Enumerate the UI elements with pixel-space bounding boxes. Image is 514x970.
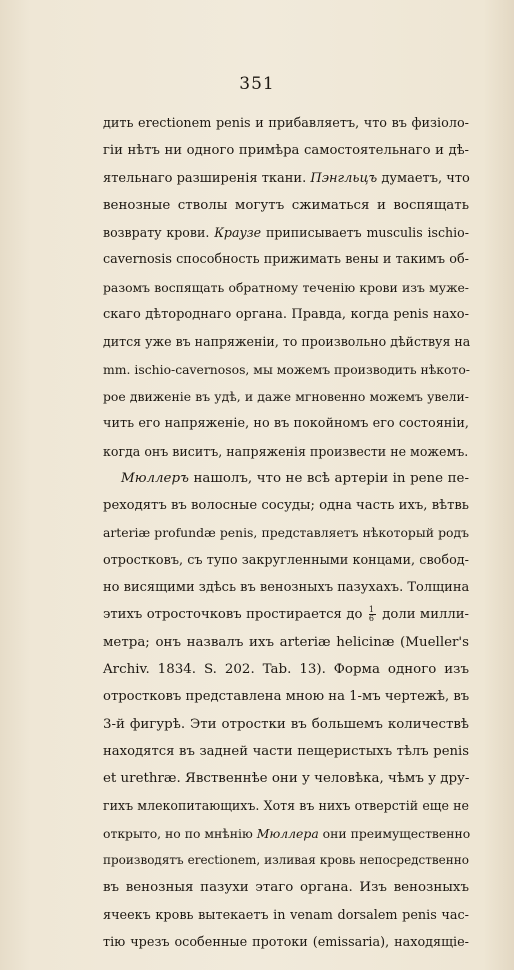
- italic-name: Мюллеръ: [121, 470, 189, 486]
- text-segment: cavernosis способность прижимать вены и такимъ об-: [103, 252, 469, 268]
- text-segment: ячеекъ кровь вытекаетъ in venam dorsalem penis час-: [103, 907, 469, 923]
- text-line: [103, 110, 469, 137]
- text-line: [103, 137, 469, 164]
- text-segment: отростковъ, съ тупо закругленными концами, свобод-: [103, 552, 469, 568]
- text-line: [103, 219, 469, 246]
- text-segment: венозные стволы могутъ сжиматься и воспящать: [103, 197, 469, 213]
- text-segment: въ венозныя пазухи этаго органа. Изъ венозныхъ: [103, 880, 469, 896]
- text-line: [103, 656, 469, 683]
- text-line: [103, 929, 469, 956]
- text-line: [103, 410, 469, 437]
- text-segment: находятся въ задней части пещеристыхъ тѣлъ penis: [103, 743, 469, 759]
- text-line: [103, 165, 469, 192]
- text-line: [103, 519, 469, 546]
- text-line: [103, 383, 469, 410]
- text-segment: возврату крови.: [103, 225, 215, 241]
- text-line: [103, 874, 469, 901]
- text-line: [103, 792, 469, 819]
- text-segment: отростковъ представлена мною на 1-мъ чертежѣ, въ: [103, 689, 470, 705]
- fraction-denominator: 6: [368, 614, 374, 624]
- text-segment: реходятъ въ волосные сосуды; одна часть ихъ, вѣтвь: [103, 498, 469, 514]
- fraction-numerator: 1: [368, 605, 374, 615]
- text-segment: метра; онъ назвалъ ихъ arteriæ helicinæ (Mueller's: [103, 634, 469, 650]
- text-line: [103, 847, 469, 874]
- text-line: [103, 601, 469, 628]
- text-segment: дится уже въ напряженіи, то произвольно дѣйствуя на: [103, 334, 471, 350]
- text-line: [103, 683, 469, 710]
- text-segment: Archiv. 1834. S. 202. Tab. 13). Форма одного изъ: [103, 661, 469, 677]
- text-segment: они преимущественно: [318, 825, 471, 841]
- text-line: [103, 356, 469, 383]
- text-segment: скаго дѣтороднаго органа. Правда, когда penis нахо-: [103, 307, 469, 323]
- text-segment: открыто, но по мнѣнію: [103, 825, 257, 841]
- text-segment: когда онъ виситъ, напряженія произвести не можемъ.: [103, 443, 469, 459]
- text-segment: приписываетъ musculis ischio-: [261, 225, 469, 241]
- text-line: [103, 820, 469, 847]
- text-line: [103, 765, 469, 792]
- text-line: [103, 246, 469, 273]
- text-line: [103, 465, 469, 492]
- italic-name: Пэнгльцъ: [310, 170, 378, 186]
- text-segment: этихъ отросточковъ простирается до: [103, 607, 367, 623]
- text-segment: думаетъ, что: [377, 170, 470, 186]
- text-segment: тію чрезъ особенные протоки (emissaria), находящіе-: [103, 934, 469, 950]
- text-segment: et urethræ. Явственнѣе они у человѣка, чѣмъ у дру-: [103, 771, 470, 787]
- text-line: [103, 738, 469, 765]
- text-line: [103, 902, 469, 929]
- text-line: [103, 629, 469, 656]
- text-line: [103, 574, 469, 601]
- text-line: [103, 711, 469, 738]
- page-body-text: [103, 110, 469, 956]
- text-line: [103, 274, 469, 301]
- text-segment: гіи нѣтъ ни одного примѣра самостоятельнаго и дѣ-: [103, 143, 469, 159]
- text-segment: arteriæ profundæ penis, представляетъ нѣкоторый родъ: [103, 525, 469, 541]
- text-segment: mm. ischio-cavernosos, мы можемъ производить нѣкото-: [103, 361, 470, 377]
- text-line: [103, 492, 469, 519]
- text-segment: нашолъ, что не всѣ артеріи in pene пе-: [188, 470, 469, 486]
- text-segment: производятъ erectionem, изливая кровь непосредственно: [103, 853, 469, 868]
- text-segment: рое движеніе въ удѣ, и даже мгновенно можемъ увели-: [103, 388, 469, 404]
- italic-name: Краузе: [214, 225, 262, 241]
- text-segment: дить erectionem penis и прибавляетъ, что въ физіоло-: [103, 116, 469, 131]
- text-segment: ятельнаго разширенія ткани.: [103, 170, 311, 186]
- text-segment: гихъ млекопитающихъ. Хотя въ нихъ отверстій еще не: [103, 798, 469, 814]
- page-number: 351: [239, 74, 275, 94]
- text-segment: 3-й фигурѣ. Эти отростки въ большемъ количествѣ: [103, 716, 469, 732]
- text-line: [103, 328, 469, 355]
- text-line: [103, 192, 469, 219]
- italic-name: Мюллера: [256, 825, 319, 841]
- fraction: [369, 606, 376, 623]
- text-segment: чить его напряженіе, но въ покойномъ его состояніи,: [103, 416, 469, 432]
- text-line: [103, 438, 469, 465]
- text-line: [103, 301, 469, 328]
- text-line: [103, 547, 469, 574]
- text-segment: доли милли-: [377, 607, 469, 623]
- text-segment: но висящими здѣсь въ венозныхъ пазухахъ. Толщина: [103, 580, 470, 596]
- text-segment: разомъ воспящать обратному теченію крови изъ муже-: [103, 279, 469, 295]
